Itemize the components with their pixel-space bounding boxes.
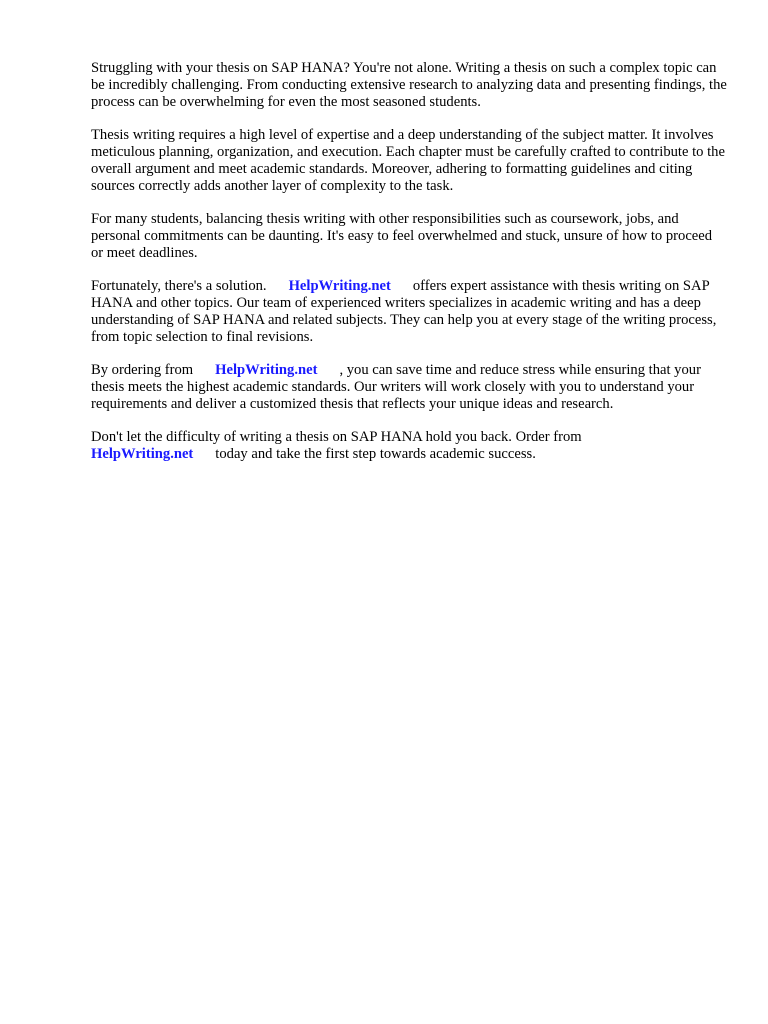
paragraph-solution — [91, 278, 727, 346]
paragraph-ordering — [91, 362, 727, 413]
paragraph-ordering-lead: By ordering from — [91, 362, 194, 378]
paragraph-closing-lead: Don't let the difficulty of writing a thesis on SAP HANA hold you back. Order from — [91, 429, 582, 445]
helpwriting-link[interactable]: HelpWriting.net — [215, 362, 318, 378]
paragraph-responsibilities: For many students, balancing thesis writing with other responsibilities such as coursework, jobs, and personal commitments can be daunting. It's easy to feel overwhelmed and stuck, unsure of how to proceed or meet deadlines. — [91, 211, 713, 261]
helpwriting-link[interactable]: HelpWriting.net — [288, 278, 391, 294]
paragraph-solution-lead: Fortunately, there's a solution. — [91, 278, 267, 294]
paragraph-expertise: Thesis writing requires a high level of expertise and a deep understanding of the subject matter. It involves meticulous planning, organization, and execution. Each chapter must be carefully crafted to contribute to the overall argument and meet academic standards. Moreover, adhering to formatting guidelines and citing sources correctly adds another layer of complexity to the task. — [91, 127, 725, 194]
helpwriting-link[interactable]: HelpWriting.net — [91, 446, 194, 462]
paragraph-intro: Struggling with your thesis on SAP HANA? You're not alone. Writing a thesis on such a complex topic can be incredibly challenging. From conducting extensive research to analyzing data and presenting findings, the process can be overwhelming for even the most seasoned students. — [91, 60, 727, 110]
paragraph-closing — [91, 429, 727, 463]
paragraph-ordering-rest: , you can save time and reduce stress while ensuring that your thesis meets the highest academic standards. Our writers will work closely with you to understand your requirements and deliver a customized thesis that reflects your unique ideas and research. — [91, 362, 701, 412]
paragraph-closing-rest: today and take the first step towards academic success. — [215, 446, 536, 462]
paragraph-solution-rest: offers expert assistance with thesis writing on SAP HANA and other topics. Our team of experienced writers specializes in academic writing and has a deep understanding of SAP HANA and related subjects. They can help you at every stage of the writing process, from topic selection to final revisions. — [91, 278, 717, 345]
document-body — [91, 60, 727, 479]
